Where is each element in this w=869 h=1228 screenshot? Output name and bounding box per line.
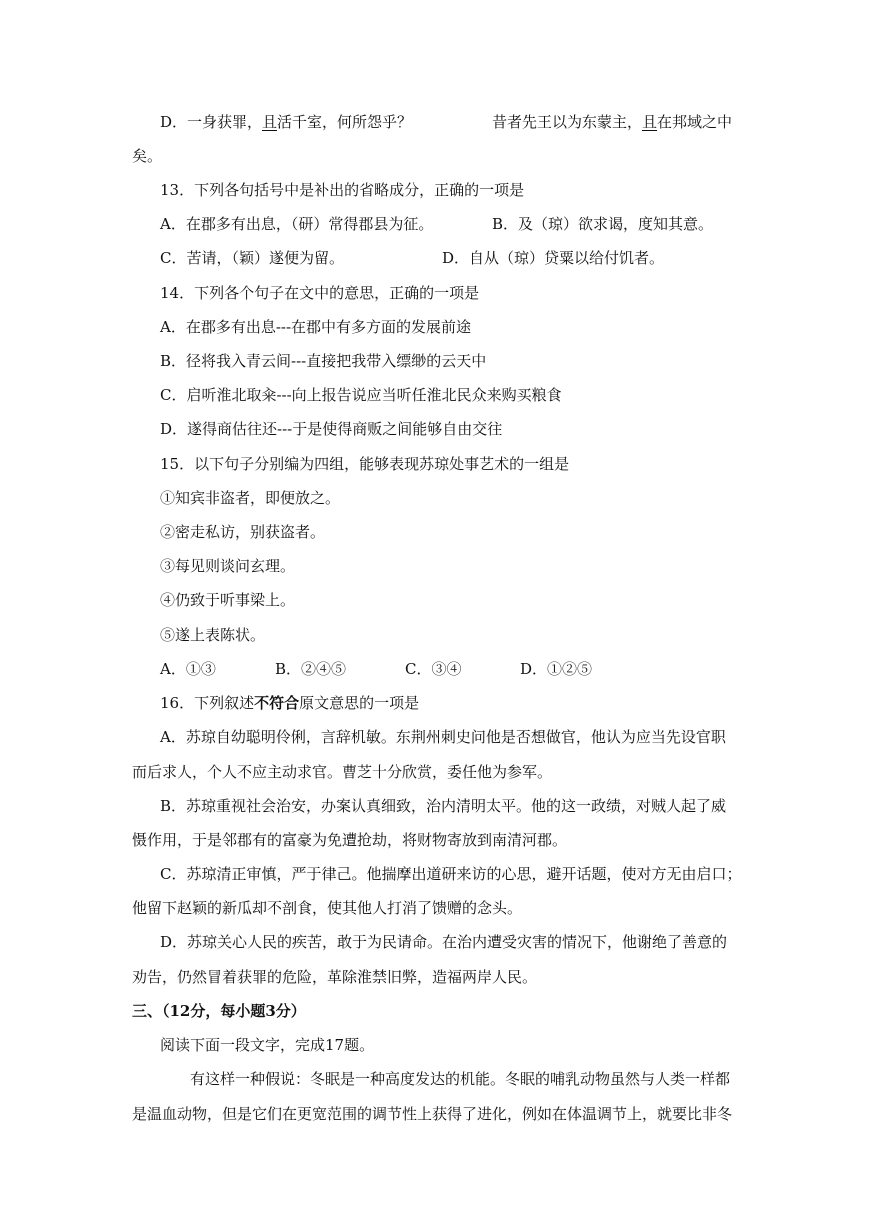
q16-option-c-line-2: 他留下赵颖的新瓜却不剖食，使其他人打消了馈赠的念头。 bbox=[132, 899, 523, 917]
q15-stem: 15．以下句子分别编为四组，能够表现苏琼处事艺术的一组是 bbox=[160, 455, 570, 473]
q14-stem: 14．下列各个句子在文中的意思，正确的一项是 bbox=[160, 284, 480, 302]
q15-item-1: ①知宾非盗者，即便放之。 bbox=[160, 489, 341, 507]
q16-option-d-line-2: 劝告，仍然冒着获罪的危险，革除淮禁旧弊，造福两岸人民。 bbox=[132, 968, 538, 986]
q14-option-a: A．在郡多有出息---在郡中有多方面的发展前途 bbox=[160, 318, 472, 336]
q16-stem-part-1: 16．下列叙述 bbox=[160, 694, 255, 712]
q13-option-b: B．及（琼）欲求谒，度知其意。 bbox=[492, 215, 714, 233]
q12-option-d-left bbox=[160, 112, 412, 132]
q13-option-d: D．自从（琼）贷粟以给付饥者。 bbox=[442, 249, 665, 267]
passage-line-1: 有这样一种假说：冬眠是一种高度发达的机能。冬眠的哺乳动物虽然与人类一样都 bbox=[190, 1070, 731, 1088]
q15-option-b: B．②④⑤ bbox=[275, 660, 347, 678]
section-3-intro: 阅读下面一段文字，完成17题。 bbox=[160, 1036, 375, 1054]
q16-option-b-line-1: B．苏琼重视社会治安，办案认真细致，治内清明太平。他的这一政绩，对贼人起了威 bbox=[160, 797, 727, 815]
q16-stem-emphasis: 不符合 bbox=[254, 694, 300, 712]
q14-option-c: C．启听淮北取籴---向上报告说应当听任淮北民众来购买粮食 bbox=[160, 386, 562, 404]
q16-option-a-line-1: A．苏琼自幼聪明伶俐，言辞机敏。东荆州刺史问他是否想做官，他认为应当先设官职 bbox=[160, 728, 726, 746]
q13-option-a: A．在郡多有出息，（研）常得郡县为征。 bbox=[160, 215, 434, 233]
q13-option-c: C．苦请，（颖）遂便为留。 bbox=[160, 249, 344, 267]
q13-stem: 13．下列各句括号中是补出的省略成分，正确的一项是 bbox=[160, 181, 525, 199]
q14-option-b: B．径将我入青云间---直接把我带入缥缈的云天中 bbox=[160, 352, 487, 370]
q16-option-d-line-1: D．苏琼关心人民的疾苦，敢于为民请命。在治内遭受灾害的情况下，他谢绝了善意的 bbox=[160, 933, 728, 951]
q15-option-d: D．①②⑤ bbox=[520, 660, 593, 678]
q16-stem bbox=[160, 693, 419, 713]
q16-stem-part-2: 原文意思的一项是 bbox=[299, 694, 420, 712]
q15-item-5: ⑤遂上表陈状。 bbox=[160, 626, 266, 644]
q16-option-c-line-1: C．苏琼清正审慎，严于律己。他揣摩出道研来访的心思，避开话题，使对方无由启口； bbox=[160, 865, 742, 883]
q12d-text-1: D．一身获罪， bbox=[160, 113, 263, 131]
q16-option-b-line-2: 慑作用，于是邻郡有的富豪为免遭抢劫，将财物寄放到南清河郡。 bbox=[132, 831, 568, 849]
q16-option-a-line-2: 而后求人，个人不应主动求官。曹芝十分欣赏，委任他为参军。 bbox=[132, 763, 553, 781]
q12d-text-4: 在邦域之中 bbox=[657, 113, 733, 131]
section-3-heading: 三、（12分，每小题3分） bbox=[132, 1002, 306, 1020]
q15-option-a: A．①③ bbox=[160, 660, 216, 678]
q14-option-d: D．遂得商估往还---于是使得商贩之间能够自由交往 bbox=[160, 420, 503, 438]
q12d-underlined-2: 且 bbox=[642, 113, 658, 131]
q12-option-d-right bbox=[492, 112, 732, 132]
q12d-text-2: 活千室，何所怨乎？ bbox=[277, 113, 413, 131]
q12-option-d-cont: 矣。 bbox=[132, 147, 163, 165]
q12d-underlined-1: 且 bbox=[262, 113, 278, 131]
passage-line-2: 是温血动物，但是它们在更宽范围的调节性上获得了进化，例如在体温调节上，就要比非冬 bbox=[132, 1105, 733, 1123]
q15-option-c: C．③④ bbox=[405, 660, 462, 678]
q12d-text-3: 昔者先王以为东蒙主， bbox=[492, 113, 643, 131]
q15-item-3: ③每见则谈问玄理。 bbox=[160, 557, 296, 575]
q15-item-2: ②密走私访，别获盗者。 bbox=[160, 523, 326, 541]
q15-item-4: ④仍致于听事梁上。 bbox=[160, 591, 296, 609]
